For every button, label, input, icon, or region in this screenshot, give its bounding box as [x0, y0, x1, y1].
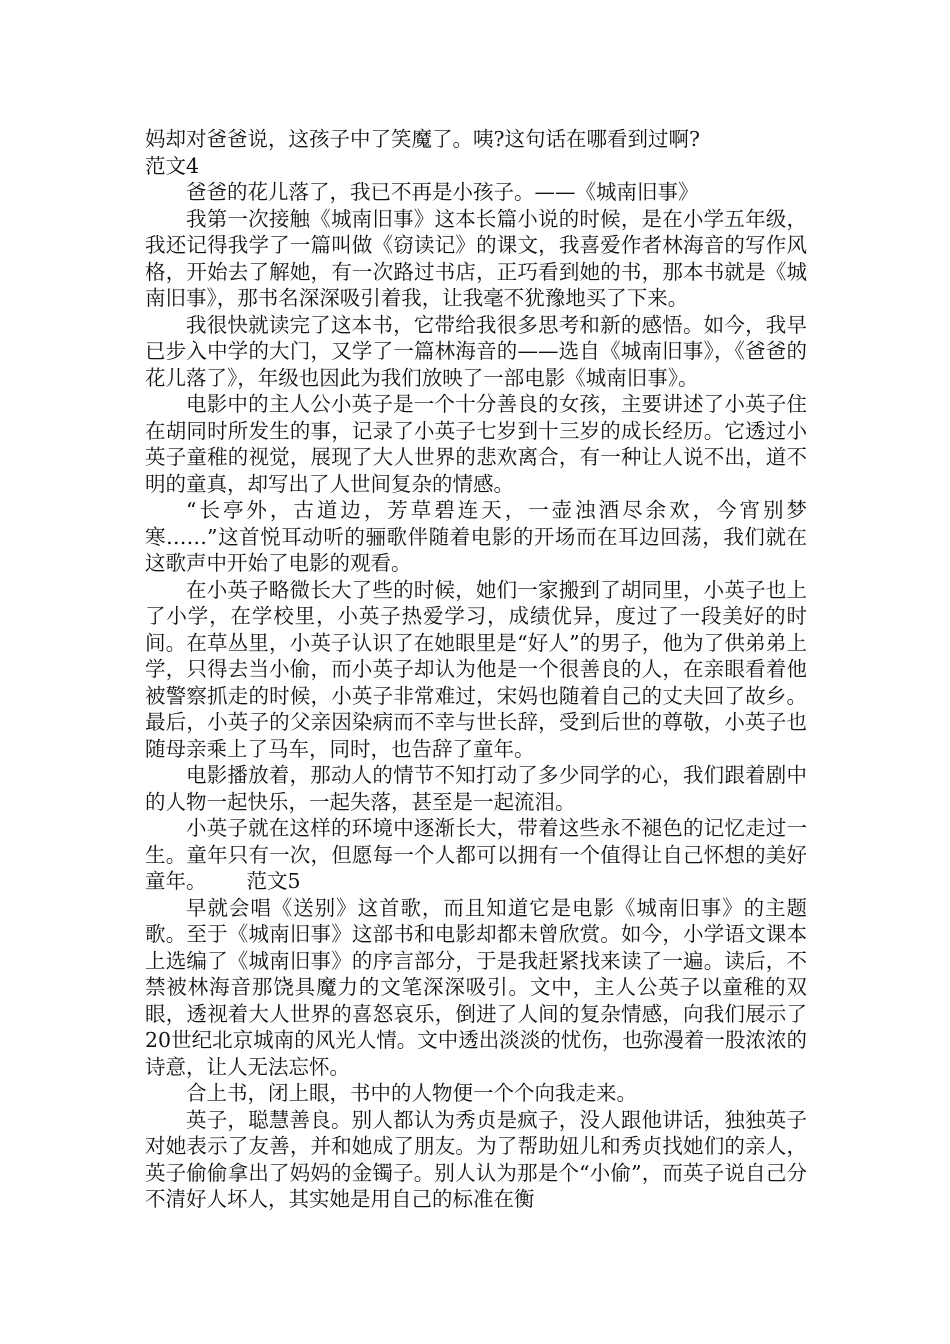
paragraph: 英子，聪慧善良。别人都认为秀贞是疯子，没人跟他讲话，独独英子对她表示了友善，并和她成了朋友。为了帮助妞儿和秀贞找她们的亲人，英子偷偷拿出了妈妈的金镯子。别人认为那是个“小偷”，而英子说自己分不清好人坏人，其实她是用自己的标准在衡	[145, 1107, 807, 1211]
section-heading-4: 范文4	[145, 153, 200, 178]
paragraph: “长亭外，古道边，芳草碧连天，一壶浊酒尽余欢，今宵别梦寒……”这首悦耳动听的骊歌伴随着电影的开场而在耳边回荡，我们就在这歌声中开始了电影的观看。	[145, 498, 807, 575]
paragraph: 我很快就读完了这本书，它带给我很多思考和新的感悟。如今，我早已步入中学的大门，又学了一篇林海音的——选自《城南旧事》，《爸爸的花儿落了》，年级也因此为我们放映了一部电影《城南旧事》。	[145, 312, 807, 390]
paragraph: 在小英子略微长大了些的时候，她们一家搬到了胡同里，小英子也上了小学，在学校里，小英子热爱学习，成绩优异，度过了一段美好的时间。在草丛里，小英子认识了在她眼里是“好人”的男子，他为了供弟弟上学，只得去当小偷，而小英子却认为他是一个很善良的人，在亲眼看着他被警察抓走的时候，小英子非常难过，宋妈也随着自己的丈夫回了故乡。最后，小英子的父亲因染病而不幸与世长辞，受到后世的尊敬，小英子也随母亲乘上了马车，同时，也告辞了童年。	[145, 577, 807, 761]
paragraph-with-heading	[145, 815, 807, 895]
paragraph-quote: 爸爸的花儿落了，我已不再是小孩子。——《城南旧事》	[186, 180, 699, 204]
paragraph: 我第一次接触《城南旧事》这本长篇小说的时候，是在小学五年级，我还记得我学了一篇叫做《窃读记》的课文，我喜爱作者林海音的写作风格，开始去了解她，有一次路过书店，正巧看到她的书，那本书就是《城南旧事》，那书名深深吸引着我，让我毫不犹豫地买了下来。	[145, 206, 807, 310]
paragraph-text: 小英子就在这样的环境中逐渐长大，带着这些永不褪色的记忆走过一生。童年只有一次，但愿每一个人都可以拥有一个值得让自己怀想的美好童年。	[145, 816, 807, 893]
paragraph: 早就会唱《送别》这首歌，而且知道它是电影《城南旧事》的主题歌。至于《城南旧事》这部书和电影却都未曾欣赏。如今，小学语文课本上选编了《城南旧事》的序言部分，于是我赶紧找来读了一遍。读后，不禁被林海音那饶具魔力的文笔深深吸引。文中，主人公英子以童稚的双眼，透视着大人世界的喜怒哀乐，倒进了人间的复杂情感，向我们展示了20世纪北京城南的风光人情。文中透出淡淡的忧伤，也弥漫着一股浓浓的诗意，让人无法忘怀。	[145, 895, 807, 1079]
section-heading-5: 范文5	[246, 869, 301, 893]
paragraph: 合上书，闭上眼，书中的人物便一个个向我走来。	[186, 1081, 637, 1105]
paragraph: 妈却对爸爸说，这孩子中了笑魔了。咦?这句话在哪看到过啊?	[145, 127, 700, 151]
paragraph: 电影中的主人公小英子是一个十分善良的女孩，主要讲述了小英子住在胡同时所发生的事，记录了小英子七岁到十三岁的成长经历。它透过小英子童稚的视觉，展现了大人世界的悲欢离合，有一种让人说不出，道不明的童真，却写出了人世间复杂的情感。	[145, 392, 807, 496]
document-page	[145, 126, 807, 1213]
paragraph: 电影播放着，那动人的情节不知打动了多少同学的心，我们跟着剧中的人物一起快乐，一起失落，甚至是一起流泪。	[145, 763, 807, 814]
